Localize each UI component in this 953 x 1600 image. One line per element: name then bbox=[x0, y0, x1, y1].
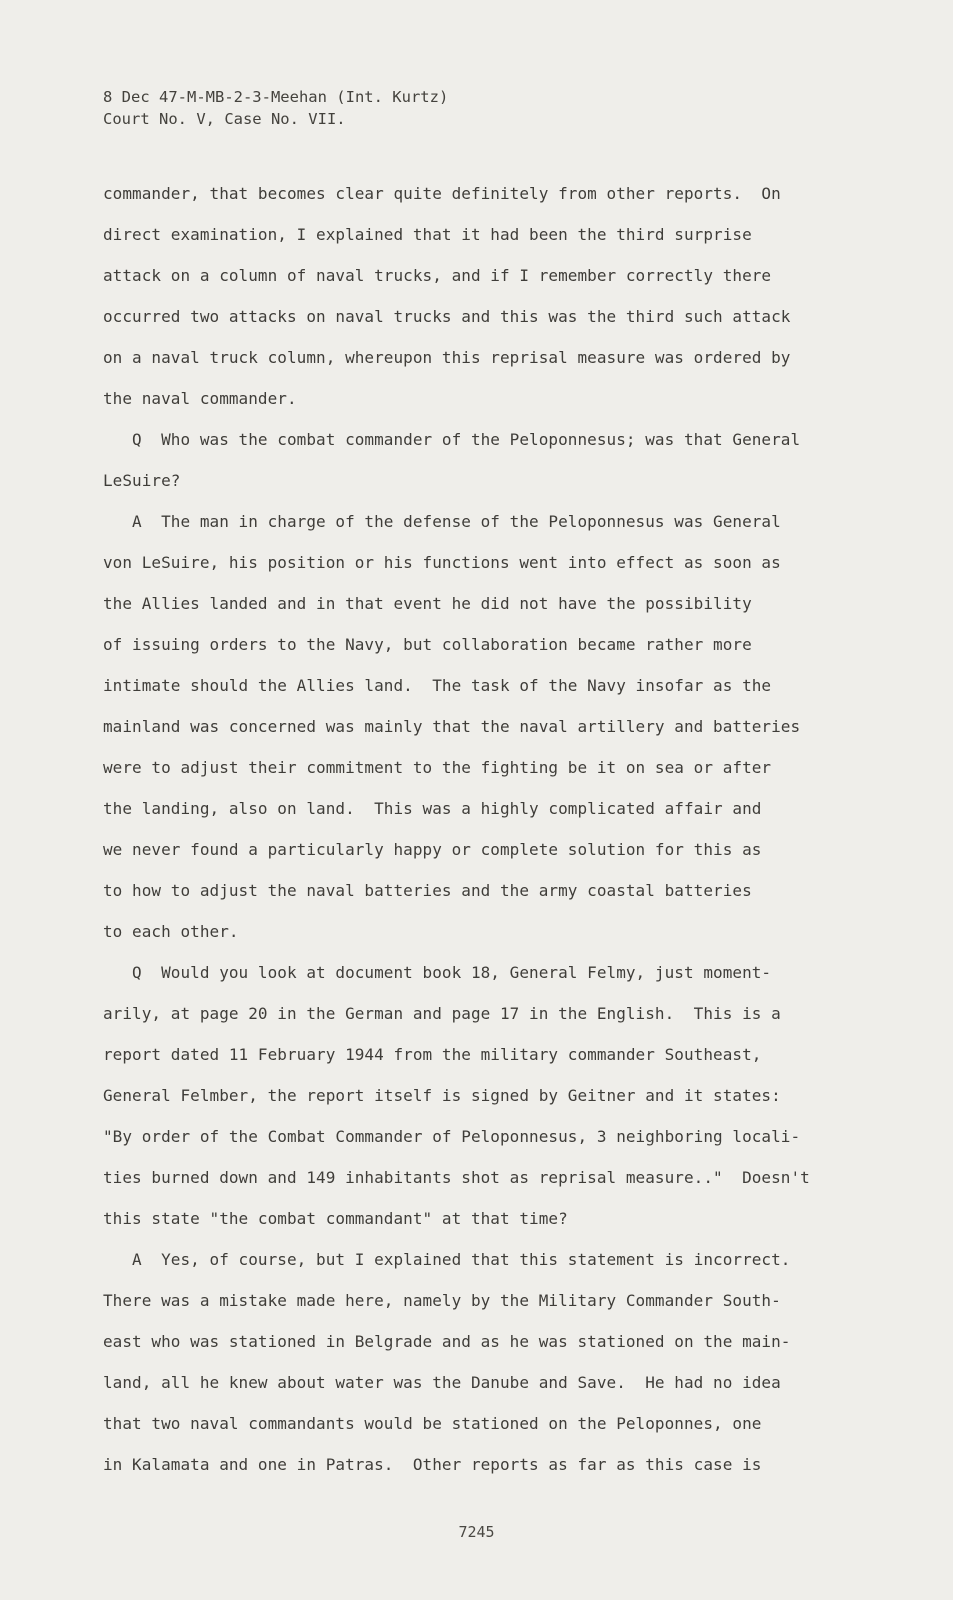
text-line: of issuing orders to the Navy, but collaboration became rather more bbox=[103, 635, 752, 654]
text-line: ties burned down and 149 inhabitants shot as reprisal measure.." Doesn't bbox=[103, 1168, 810, 1187]
header-line-2: Court No. V, Case No. VII. bbox=[103, 110, 346, 128]
text-line: to each other. bbox=[103, 922, 239, 941]
text-line: report dated 11 February 1944 from the military commander Southeast, bbox=[103, 1045, 762, 1064]
text-line: mainland was concerned was mainly that the naval artillery and batteries bbox=[103, 717, 801, 736]
text-line: east who was stationed in Belgrade and as he was stationed on the main- bbox=[103, 1332, 791, 1351]
text-line: land, all he knew about water was the Danube and Save. He had no idea bbox=[103, 1373, 781, 1392]
text-line: LeSuire? bbox=[103, 471, 181, 490]
text-line: to how to adjust the naval batteries and the army coastal batteries bbox=[103, 881, 752, 900]
text-line: A The man in charge of the defense of the Peloponnesus was General bbox=[103, 512, 781, 531]
text-line: we never found a particularly happy or complete solution for this as bbox=[103, 840, 762, 859]
text-line: Q Who was the combat commander of the Peloponnesus; was that General bbox=[103, 430, 801, 449]
text-line: were to adjust their commitment to the fighting be it on sea or after bbox=[103, 758, 772, 777]
document-header bbox=[103, 86, 448, 130]
text-line: arily, at page 20 in the German and page 17 in the English. This is a bbox=[103, 1004, 781, 1023]
text-line: on a naval truck column, whereupon this reprisal measure was ordered by bbox=[103, 348, 791, 367]
text-line: There was a mistake made here, namely by the Military Commander South- bbox=[103, 1291, 781, 1310]
text-line: that two naval commandants would be stationed on the Peloponnes, one bbox=[103, 1414, 762, 1433]
text-line: A Yes, of course, but I explained that this statement is incorrect. bbox=[103, 1250, 791, 1269]
text-line: direct examination, I explained that it had been the third surprise bbox=[103, 225, 752, 244]
text-line: the naval commander. bbox=[103, 389, 297, 408]
text-line: von LeSuire, his position or his functions went into effect as soon as bbox=[103, 553, 781, 572]
text-line: General Felmber, the report itself is signed by Geitner and it states: bbox=[103, 1086, 781, 1105]
text-line: Q Would you look at document book 18, General Felmy, just moment- bbox=[103, 963, 772, 982]
page-number: 7245 bbox=[458, 1523, 495, 1541]
text-line: commander, that becomes clear quite definitely from other reports. On bbox=[103, 184, 781, 203]
text-line: in Kalamata and one in Patras. Other reports as far as this case is bbox=[103, 1455, 762, 1474]
text-line: intimate should the Allies land. The task of the Navy insofar as the bbox=[103, 676, 772, 695]
text-line: attack on a column of naval trucks, and if I remember correctly there bbox=[103, 266, 772, 285]
text-line: the Allies landed and in that event he did not have the possibility bbox=[103, 594, 752, 613]
text-line: occurred two attacks on naval trucks and this was the third such attack bbox=[103, 307, 791, 326]
text-line: the landing, also on land. This was a highly complicated affair and bbox=[103, 799, 762, 818]
text-line: "By order of the Combat Commander of Peloponnesus, 3 neighboring locali- bbox=[103, 1127, 801, 1146]
text-line: this state "the combat commandant" at that time? bbox=[103, 1209, 568, 1228]
header-line-1: 8 Dec 47-M-MB-2-3-Meehan (Int. Kurtz) bbox=[103, 88, 449, 106]
